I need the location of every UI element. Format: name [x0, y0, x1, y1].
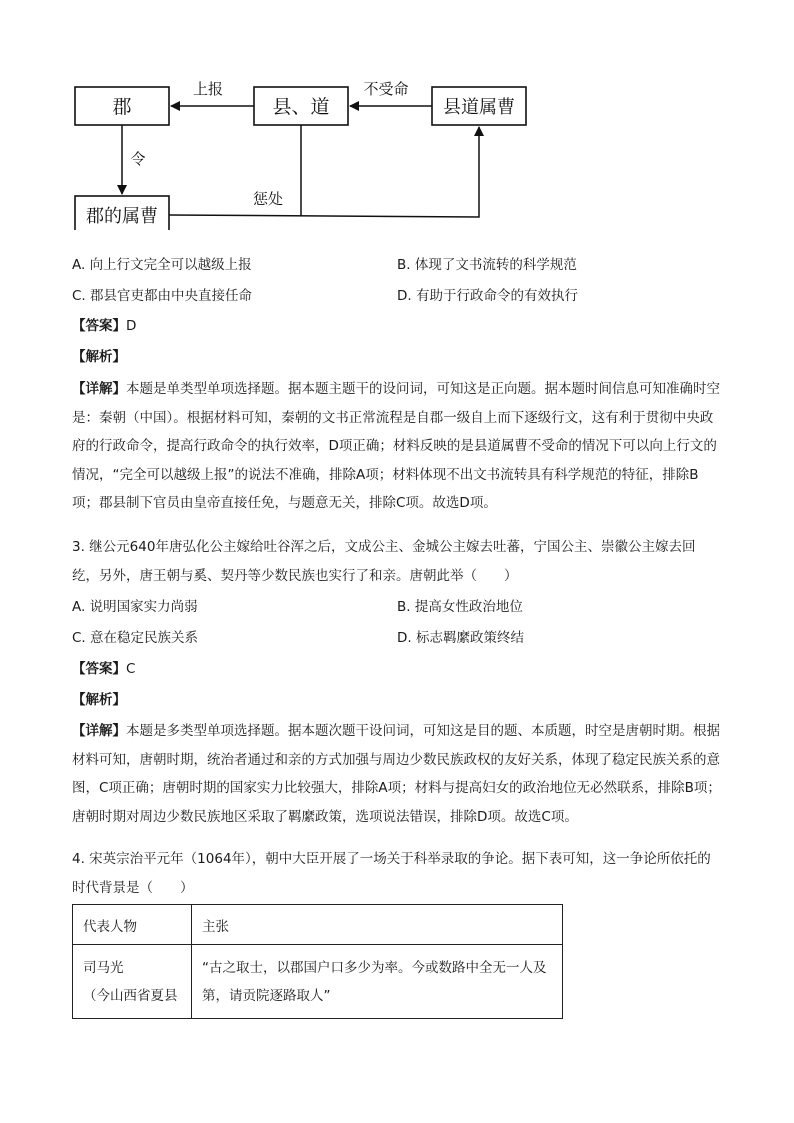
detail-tag: 【详解】 [72, 723, 126, 739]
node-xian-dao-shucao: 县道属曹 [443, 97, 515, 118]
answer-tag: 【答案】 [72, 661, 126, 677]
node-jun-shucao: 郡的属曹 [86, 206, 158, 227]
answer-value: C [126, 661, 136, 677]
q2-analysis-tag: 【解析】 [72, 349, 126, 365]
detail-tag: 【详解】 [72, 381, 126, 397]
q2-answer [72, 316, 136, 336]
detail-text: 本题是单类型单项选择题。据本题主题干的设问词，可知这是正向题。据本题时间信息可知准确时空是：秦朝（中国）。根据材料可知，秦朝的文书正常流程是自郡一级自上而下逐级行文，这有利于贯彻中央政府的行政命令，提高行政命令的执行效率，D项正确；材料反映的是县道属曹不受命的情况下可以向上行文的情况，“完全可以越级上报”的说法不准确，排除A项；材料体现不出文书流转具有科学规范的特征，排除B项；郡县制下官员由皇帝直接任免，与题意无关，排除C项。故选D项。 [72, 381, 720, 511]
q3-option-d: D. 标志羁縻政策终结 [397, 630, 524, 646]
edge-ling: 令 [130, 150, 146, 168]
arrow-chengchu [169, 127, 479, 217]
q3-detail [72, 717, 722, 831]
q4-stem: 4. 宋英宗治平元年（1064年），朝中大臣开展了一场关于科举录取的争论。据下表可知，这一争论所依托的时代背景是（ ） [72, 851, 711, 896]
q3-answer [72, 659, 135, 679]
q2-option-a: A. 向上行文完全可以越级上报 [72, 257, 252, 273]
table-cell-claim: “古之取士，以郡国户口多少为率。今或数路中全无一人及第，请贡院逐路取人” [192, 945, 563, 1019]
answer-value: D [126, 318, 137, 334]
table-header-row [73, 905, 563, 945]
person-origin: （今山西省夏县 [83, 987, 178, 1004]
node-jun: 郡 [112, 96, 132, 118]
edge-bushouming: 不受命 [363, 80, 409, 98]
q3-analysis-tag: 【解析】 [72, 692, 126, 708]
table-cell-person [73, 945, 192, 1019]
table-header-claim: 主张 [192, 905, 563, 945]
q2-option-c: C. 郡县官吏都由中央直接任命 [72, 288, 253, 304]
q2-detail [72, 375, 722, 518]
table-row [73, 945, 563, 1019]
q2-option-b: B. 体现了文书流转的科学规范 [397, 257, 577, 273]
detail-text: 本题是多类型单项选择题。据本题次题干设问词，可知这是目的题、本质题，时空是唐朝时期。根据材料可知，唐朝时期，统治者通过和亲的方式加强与周边少数民族政权的友好关系，体现了稳定民族关系的意图，C项正确；唐朝时期的国家实力比较强大，排除A项；材料与提高妇女的政治地位无必然联系，排除B项；唐朝时期对周边少数民族地区采取了羁縻政策，选项说法错误，排除D项。故选C项。 [72, 723, 721, 825]
q3-stem: 3. 继公元640年唐弘化公主嫁给吐谷浑之后，文成公主、金城公主嫁去吐蕃，宁国公主、崇徽公主嫁去回纥，另外，唐王朝与奚、契丹等少数民族也实行了和亲。唐朝此举（ ） [72, 539, 696, 584]
q2-option-d: D. 有助于行政命令的有效执行 [397, 288, 578, 304]
q3-option-c: C. 意在稳定民族关系 [72, 630, 199, 646]
edge-shangbao: 上报 [192, 80, 224, 98]
q3-option-b: B. 提高女性政治地位 [397, 599, 523, 615]
q4-table [72, 904, 563, 1019]
q3-option-a: A. 说明国家实力尚弱 [72, 599, 198, 615]
document-flow-diagram [0, 60, 794, 230]
table-header-person: 代表人物 [73, 905, 192, 945]
person-name: 司马光 [83, 959, 124, 976]
answer-tag: 【答案】 [72, 318, 126, 334]
node-xian-dao: 县、道 [272, 96, 330, 118]
edge-chengchu: 惩处 [252, 190, 284, 208]
